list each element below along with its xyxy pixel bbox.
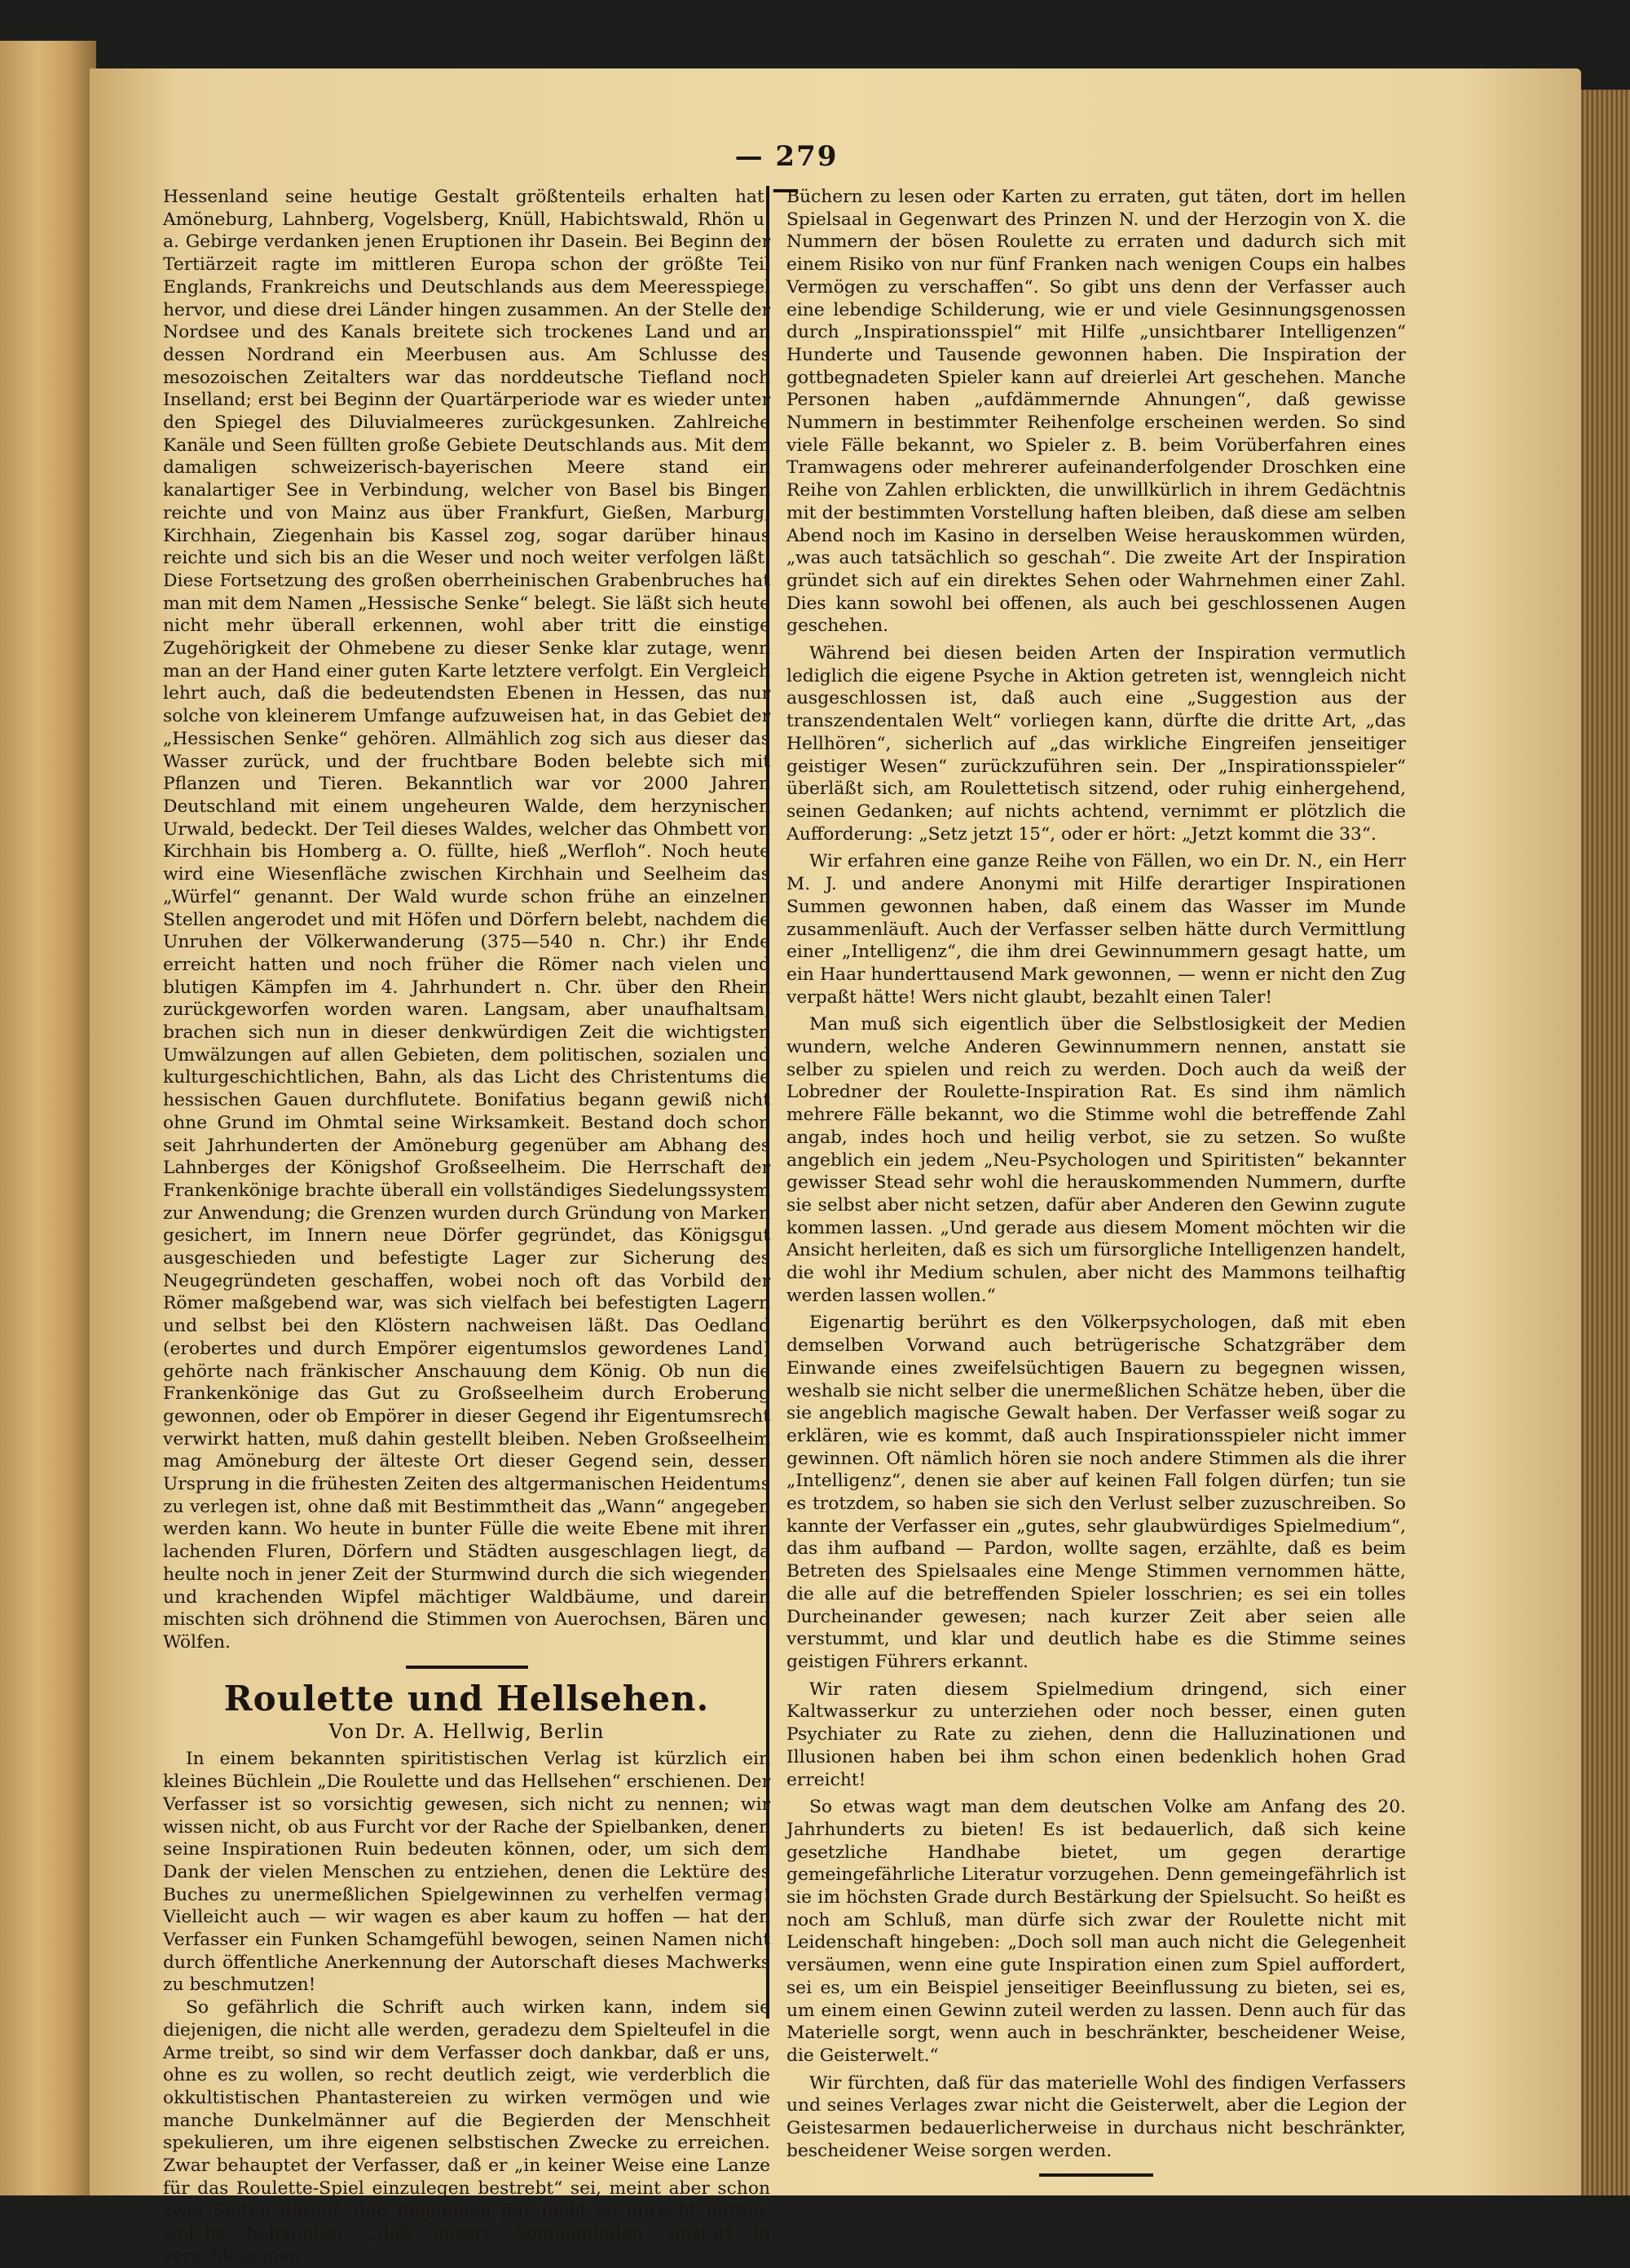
article-paragraph-1: In einem bekannten spiritistischen Verlag ist kürzlich ein kleines Büchlein „Die Roulette und das Hellsehen“ erschienen. Der Verfasser ist so vorsichtig gewesen, sich nicht zu nennen; wir wissen nicht, ob aus Furcht vor der Rache der Spielbanken, denen seine Inspirationen Ruin bedeuten können, oder, um sich dem Dank der vielen Menschen zu entziehen, denen die Lektüre des Buches zu unermeßlichen Spielgewinnen zu verhelfen vermag! Vielleicht auch — wir wagen es aber kaum zu hoffen — hat den Verfasser ein Funken Schamgefühl bewogen, seinen Namen nicht durch öffentliche Anerkennung der Autorschaft dieses Machwerks zu beschmutzen!	[163, 1749, 770, 1996]
left-column	[163, 186, 770, 2268]
article-paragraph-7: Eigenartig berührt es den Völkerpsychologen, daß mit eben demselben Vorwand auch betrügerische Schatzgräber dem Einwande eines zweifelsüchtigen Bauern zu begegnen wissen, weshalb sie nicht selber die unermeßlichen Schätze heben, über die sie angeblich magische Gewalt haben. Der Verfasser weiß sogar zu erklären, wie es kommt, daß auch Inspirationsspieler nicht immer gewinnen. Oft nämlich hören sie noch andere Stimmen als die ihrer „Intelligenz“, denen sie aber auf keinen Fall folgen dürfen; tun sie es trotzdem, so haben sie sich den Verlust selber zuzuschreiben. So kannte der Verfasser ein „gutes, sehr glaubwürdiges Spielmedium“, das ihm aufband — Pardon, wollte sagen, erzählte, daß es beim Betreten des Spielsaales eine Menge Stimmen vernommen hätte, die alle auf die betreffenden Spieler losschrien; es sei ein tolles Durcheinander gewesen; nach kurzer Zeit aber seien alle verstummt, und klar und deutlich habe es die Stimme seines geistigen Führers erkannt.	[786, 1313, 1406, 1672]
article-title: Roulette und Hellsehen.	[223, 1678, 710, 1719]
right-column	[786, 186, 1406, 2186]
paragraph-hessenland: Hessenland seine heutige Gestalt größtenteils erhalten hat: Amöneburg, Lahnberg, Vogelsberg, Knüll, Habichtswald, Rhön u. a. Gebirge verdanken jenen Eruptionen ihr Dasein. Bei Beginn der Tertiärzeit ragte im mittleren Europa schon der größte Teil Englands, Frankreichs und Deutschlands aus dem Meeresspiegel hervor, und diese drei Länder hingen zusammen. An der Stelle der Nordsee und des Kanals breitete sich trockenes Land und an dessen Nordrand ein Meerbusen aus. Am Schlusse des mesozoischen Zeitalters war das norddeutsche Tiefland noch Inselland; erst bei Beginn der Quartärperiode war es wieder unter den Spiegel des Diluvialmeeres zurückgesunken. Zahlreiche Kanäle und Seen füllten große Gebiete Deutschlands aus. Mit dem damaligen schweizerisch-bayerischen Meere stand ein kanalartiger See in Verbindung, welcher von Basel bis Bingen reichte und von Mainz aus über Frankfurt, Gießen, Marburg, Kirchhain, Ziegenhain bis Kassel zog, sogar darüber hinaus reichte und sich bis an die Weser und noch weiter verfolgen läßt. Diese Fortsetzung des großen oberrheinischen Grabenbruches hat man mit dem Namen „Hessische Senke“ belegt. Sie läßt sich heute nicht mehr überall erkennen, wohl aber tritt die einstige Zugehörigkeit der Ohmebene zu dieser Senke klar zutage, wenn man an der Hand einer guten Karte letztere verfolgt. Ein Vergleich lehrt auch, daß die bedeutendsten Ebenen in Hessen, das nur solche von kleinerem Umfange aufzuweisen hat, in das Gebiet der „Hessischen Senke“ gehören. Allmählich zog sich aus dieser das Wasser zurück, und der fruchtbare Boden belebte sich mit Pflanzen und Tieren. Bekanntlich war vor 2000 Jahren Deutschland mit einem ungeheuren Walde, dem herzynischen Urwald, bedeckt. Der Teil dieses Waldes, welcher das Ohmbett von Kirchhain bis Homberg a. O. füllte, hieß „Werfloh“. Noch heute wird eine Wiesenfläche zwischen Kirchhain und Seelheim das „Würfel“ genannt. Der Wald wurde schon frühe an einzelnen Stellen angerodet und mit Höfen und Dörfern belebt, nachdem die Unruhen der Völkerwanderung (375—540 n. Chr.) ihr Ende erreicht hatten und noch früher die Römer nach vielen und blutigen Kämpfen im 4. Jahrhundert n. Chr. über den Rhein zurückgeworfen worden waren. Langsam, aber unaufhaltsam, brachen sich nun in dieser denkwürdigen Zeit die wichtigsten Umwälzungen auf allen Gebieten, dem politischen, sozialen und kulturgeschichtlichen, Bahn, als das Licht des Christentums die hessischen Gauen durchflutete. Bonifatius begann gewiß nicht ohne Grund im Ohmtal seine Wirksamkeit. Bestand doch schon seit Jahrhunderten der Amöneburg gegenüber am Abhang des Lahnberges der Königshof Großseelheim. Die Herrschaft der Frankenkönige brachte überall ein vollständiges Siedelungssystem zur Anwendung; die Grenzen wurden durch Gründung von Marken gesichert, im Innern neue Dörfer gegründet, das Königsgut ausgeschieden und befestigte Lager zur Sicherung des Neugegründeten geschaffen, wobei noch oft das Vorbild der Römer maßgebend war, was sich vielfach bei befestigten Lagern und selbst bei den Klöstern nachweisen läßt. Das Oedland (erobertes und durch Empörer eigentumslos gewordenes Land) gehörte nach fränkischer Anschauung dem König. Ob nun die Frankenkönige das Gut zu Großseelheim durch Eroberung gewonnen, oder ob Empörer in dieser Gegend ihr Eigentumsrecht verwirkt hatten, muß dahin gestellt bleiben. Neben Großseelheim mag Amöneburg der älteste Ort dieser Gegend sein, dessen Ursprung in die frühesten Zeiten des altgermanischen Heidentums zu verlegen ist, ohne daß mit Bestimmtheit das „Wann“ angegeben werden kann. Wo heute in bunter Fülle die weite Ebene mit ihren lachenden Fluren, Dörfern und Städten ausgeschlagen liegt, da heulte noch in jener Zeit der Sturmwind durch die sich wiegenden und krachenden Wipfel mächtiger Waldbäume, und darein mischten sich dröhnend die Stimmen von Auerochsen, Bären und Wölfen.	[163, 187, 770, 1652]
article-paragraph-3: Büchern zu lesen oder Karten zu erraten, gut täten, dort im hellen Spielsaal in Gegenwart des Prinzen N. und der Herzogin von X. die Nummern der bösen Roulette zu erraten und dadurch sich mit einem Risiko von nur fünf Franken nach wenigen Coups ein halbes Vermögen zu verschaffen“. So gibt uns denn der Verfasser auch eine lebendige Schilderung, wie er und viele Gesinnungsgenossen durch „Inspirationsspiel“ mit Hilfe „unsichtbarer Intelligenzen“ Hunderte und Tausende gewonnen haben. Die Inspiration der gottbegnadeten Spieler kann auf dreierlei Art geschehen. Manche Personen haben „aufdämmernde Ahnungen“, daß gewisse Nummern in bestimmter Reihenfolge erscheinen werden. So sind viele Fälle bekannt, wo Spieler z. B. beim Vorüberfahren eines Tramwagens oder mehrerer aufeinanderfolgender Droschken eine Reihe von Zahlen erblickten, die unwillkürlich in ihrem Gedächtnis mit der bestimmten Vorstellung haften bleiben, daß diese am selben Abend noch im Kasino in derselben Weise herauskommen würden, „was auch tatsächlich so geschah“. Die zweite Art der Inspiration gründet sich auf ein direktes Sehen oder Wahrnehmen einer Zahl. Dies kann sowohl bei offenen, als auch bei geschlossenen Augen geschehen.	[786, 187, 1406, 637]
book-binding	[0, 41, 96, 2195]
article-paragraph-10: Wir fürchten, daß für das materielle Wohl des findigen Verfassers und seines Verlages zwar nicht die Geisterwelt, aber die Legion der Geistesarmen bedauerlicherweise in durchaus nicht beschränkter, bescheidener Weise sorgen werden.	[786, 2072, 1406, 2161]
section-divider	[406, 1666, 528, 1669]
article-author: Von Dr. A. Hellwig, Berlin	[328, 1719, 605, 1743]
article-paragraph-8: Wir raten diesem Spielmedium dringend, sich einer Kaltwasserkur zu unterziehen oder noch besser, einen guten Psychiater zu Rate zu ziehen, denn die Halluzinationen und Illusionen haben bei ihm schon einen bedenklich hohen Grad erreicht!	[786, 1679, 1406, 1790]
page-number: — 279 —	[734, 140, 839, 205]
article-paragraph-4: Während bei diesen beiden Arten der Inspiration vermutlich lediglich die eigene Psyche in Aktion getreten ist, wenngleich nicht ausgeschlossen ist, daß auch eine „Suggestion aus der transzendentalen Welt“ vorliegen kann, dürfte die dritte Art, „das Hellhören“, sicherlich auf „das wirkliche Eingreifen jenseitiger geistiger Wesen“ zurückzuführen sein. Der „Inspirationsspieler“ überläßt sich, am Roulettetisch sitzend, oder ruhig einhergehend, seinen Gedanken; auf nichts achtend, vernimmt er plötzlich die Aufforderung: „Setz jetzt 15“, oder er hört: „Jetzt kommt die 33“.	[786, 643, 1406, 845]
end-divider	[1039, 2173, 1153, 2177]
article-paragraph-6: Man muß sich eigentlich über die Selbstlosigkeit der Medien wundern, welche Anderen Gewinnummern nennen, anstatt sie selber zu spielen und reich zu werden. Doch auch da weiß der Lobredner der Roulette-Inspiration Rat. Es sind ihm nämlich mehrere Fälle bekannt, wo die Stimme wohl die betreffende Zahl angab, indes hoch und heilig verbot, sie zu setzen. So wußte angeblich ein jedem „Neu-Psychologen und Spiritisten“ bekannter gewisser Stead sehr wohl die herauskommenden Nummern, durfte sie selbst aber nicht setzen, dafür aber Anderen den Gewinn zugute kommen lassen. „Und gerade aus diesem Moment möchten wir die Ansicht herleiten, daß es sich um fürsorgliche Intelligenzen handelt, die wohl ihr Medium schulen, aber nicht des Mammons teilhaftig werden lassen wollen.“	[786, 1014, 1406, 1306]
article-paragraph-9: So etwas wagt man dem deutschen Volke am Anfang des 20. Jahrhunderts zu bieten! Es ist bedauerlich, daß sich keine gesetzliche Handhabe bietet, um gegen derartige gemeingefährliche Literatur vorzugehen. Denn gemeingefährlich ist sie im höchsten Grade durch Bestärkung der Spielsucht. So heißt es noch am Schluß, man dürfe sich zwar der Roulette nicht mit Leidenschaft hingeben: „Doch soll man auch nicht die Gelegenheit versäumen, wenn eine gute Inspiration einen zum Spiel auffordert, sei es, um ein Beispiel jenseitiger Beeinflussung zu bieten, sei es, um einem einen Gewinn zuteil werden zu lassen. Denn auch für das Materielle sorgt, wenn auch in beschränkter, bescheidener Weise, die Geisterwelt.“	[786, 1797, 1406, 2066]
article-paragraph-5: Wir erfahren eine ganze Reihe von Fällen, wo ein Dr. N., ein Herr M. J. und andere Anonymi mit Hilfe derartiger Inspirationen Summen gewonnen haben, daß einem das Wasser im Munde zusammenläuft. Auch der Verfasser selben hätte durch Vermittlung einer „Intelligenz“, die ihm drei Gewinnummern gesagt hatte, um ein Haar hunderttausend Mark gewonnen, — wenn er nicht den Zug verpaßt hätte! Wers nicht glaubt, bezahlt einen Taler!	[786, 851, 1406, 1008]
article-paragraph-2: So gefährlich die Schrift auch wirken kann, indem sie diejenigen, die nicht alle werden, geradezu dem Spielteufel in die Arme treibt, so sind wir dem Verfasser doch dankbar, daß er uns, ohne es zu wollen, so recht deutlich zeigt, wie verderblich die okkultistischen Phantastereien zu wirken vermögen und wie manche Dunkelmänner auf die Begierden der Menschheit spekulieren, um ihre eigenen selbstischen Zwecke zu erreichen. Zwar behauptet der Verfasser, daß er „in keiner Weise eine Lanze für das Roulette-Spiel einzulegen bestrebt“ sei, meint aber schon zwei Seiten darauf, daß diejenigen gar nicht so unrecht hätten, welche behaupten, „daß unsere Somnambulen, anstatt in verschlossenen	[163, 1997, 770, 2266]
page-edges	[1573, 90, 1630, 2195]
